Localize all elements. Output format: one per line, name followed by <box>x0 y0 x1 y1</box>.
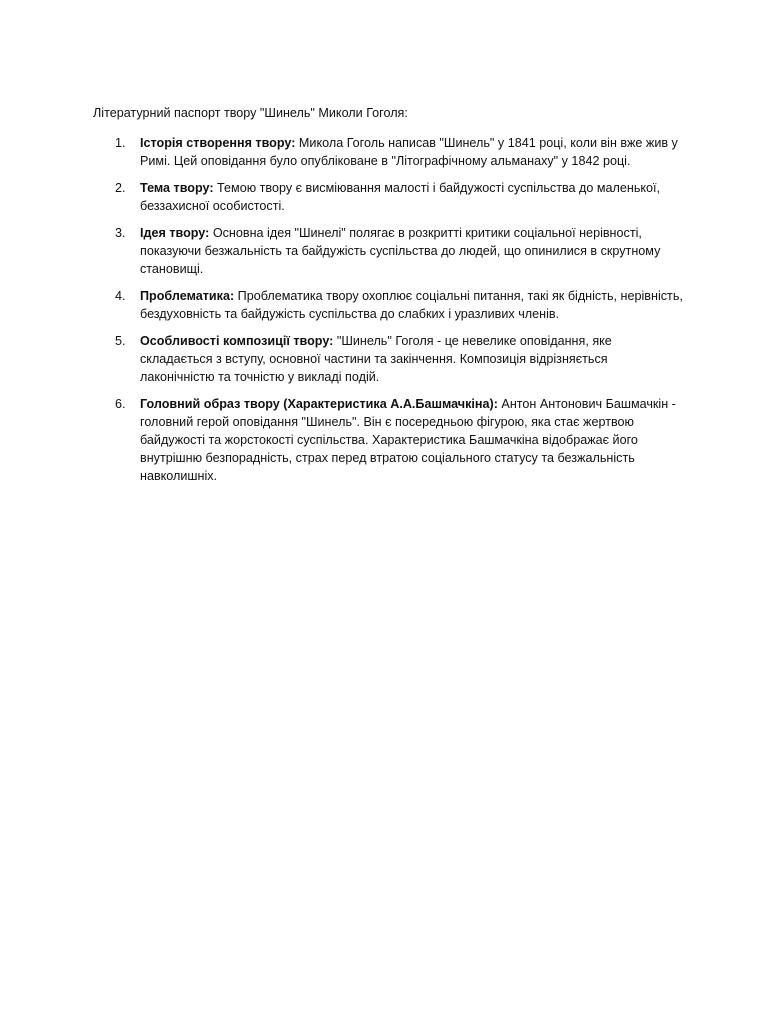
list-item-label: Головний образ твору (Характеристика А.А.Башмачкіна): <box>140 397 498 411</box>
list-item-text: Основна ідея "Шинелі" полягає в розкритті критики соціальної нерівності, показуючи безжальність та байдужість суспільства до людей, що опинилися в скрутному становищі. <box>140 226 661 276</box>
list-item-history <box>93 134 683 170</box>
document-body <box>93 104 683 494</box>
list-item-theme <box>93 179 683 215</box>
passport-list <box>93 134 683 485</box>
list-item-label: Особливості композиції твору: <box>140 334 334 348</box>
list-item-text: Антон Антонович Башмачкін - головний герой оповідання "Шинель". Він є посередньою фігурою, яка стає жертвою байдужості та жорстокості суспільства. Характеристика Башмачкіна відображає його внутрішню безпорадність, страх перед втратою соціального статусу та безжальність навколишніх. <box>140 397 676 483</box>
list-item-idea <box>93 224 683 278</box>
list-item-label: Проблематика: <box>140 289 235 303</box>
list-item-number: 4. <box>115 289 126 303</box>
list-item-text: Микола Гоголь написав "Шинель" у 1841 році, коли він вже жив у Римі. Цей оповідання було опубліковане в "Літографічному альманаху" у 1842 році. <box>140 136 678 168</box>
list-item-label: Історія створення твору: <box>140 136 296 150</box>
list-item-main-character <box>93 395 683 485</box>
document-title: Літературний паспорт твору "Шинель" Миколи Гоголя: <box>93 106 408 120</box>
list-item-label: Тема твору: <box>140 181 214 195</box>
list-item-number: 3. <box>115 226 126 240</box>
list-item-number: 5. <box>115 334 126 348</box>
list-item-text: Проблематика твору охоплює соціальні питання, такі як бідність, нерівність, бездуховність та байдужість суспільства до слабких і уразливих членів. <box>140 289 683 321</box>
list-item-number: 1. <box>115 136 126 150</box>
list-item-number: 2. <box>115 181 126 195</box>
list-item-composition <box>93 332 683 386</box>
list-item-number: 6. <box>115 397 126 411</box>
list-item-label: Ідея твору: <box>140 226 210 240</box>
list-item-text: Темою твору є висміювання малості і байдужості суспільства до маленької, беззахисної особистості. <box>140 181 661 213</box>
list-item-problems <box>93 287 683 323</box>
list-item-text: "Шинель" Гоголя - це невелике оповідання, яке складається з вступу, основної частини та закінчення. Композиція відрізняється лаконічністю та точністю у викладі подій. <box>140 334 612 384</box>
